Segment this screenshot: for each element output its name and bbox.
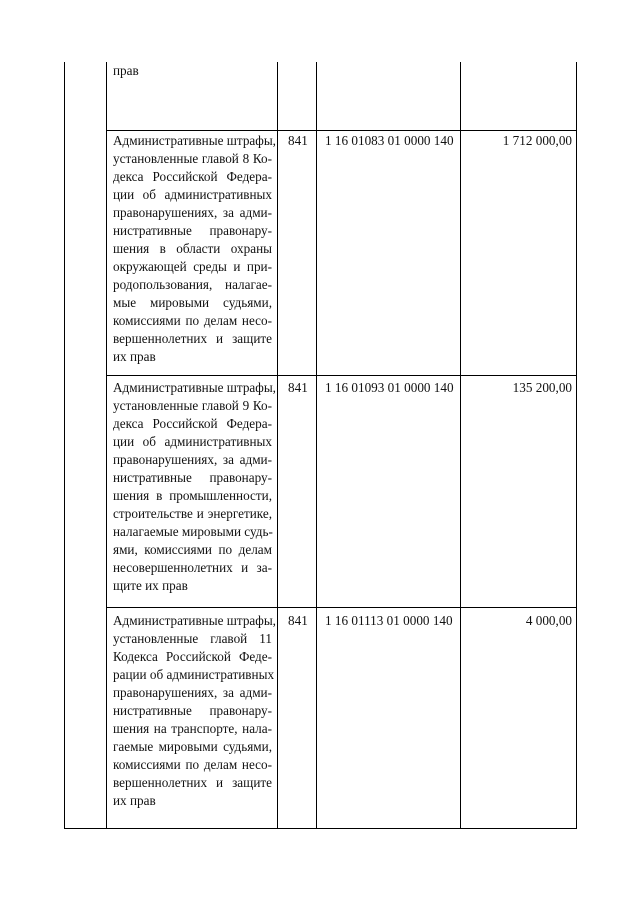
description-line: окружающей среды и при- (113, 259, 272, 274)
description-line: ями, комиссиями по делам (113, 542, 272, 557)
description-line: нистративные правонару- (113, 470, 272, 485)
row-3-budget-code: 1 16 01113 01 0000 140 (325, 613, 453, 628)
description-line: шения в промышленности, (113, 488, 272, 503)
description-line: несовершеннолетних и за- (113, 560, 272, 575)
column-divider-3 (316, 62, 317, 829)
row-2-amount: 135 200,00 (512, 380, 572, 395)
description-line: шения на транспорте, нала- (113, 721, 272, 736)
description-line: щите их прав (113, 578, 188, 593)
column-divider-0 (64, 62, 65, 829)
description-line: налагаемые мировыми судь- (113, 524, 273, 539)
description-line: шения в области охраны (113, 241, 272, 256)
row-divider-4 (64, 828, 576, 829)
row-1-description (113, 132, 276, 366)
description-line: декса Российской Федера- (113, 169, 272, 184)
description-line: нистративные правонару- (113, 223, 272, 238)
description-line: вершеннолетних и защите (113, 331, 272, 346)
description-line: Административные штрафы, (113, 380, 276, 395)
description-line: нистративные правонару- (113, 703, 272, 718)
description-line: родопользования, налагае- (113, 277, 272, 292)
description-line: правонарушениях, за адми- (113, 452, 272, 467)
row-1-budget-code: 1 16 01083 01 0000 140 (325, 133, 454, 148)
description-line: вершеннолетних и защите (113, 775, 272, 790)
description-line: Административные штрафы, (113, 613, 276, 628)
description-line: комиссиями по делам несо- (113, 757, 272, 772)
description-line: строительстве и энергетике, (113, 506, 272, 521)
row-3-description (113, 612, 276, 810)
description-line: Кодекса Российской Федe- (113, 649, 272, 664)
description-line: мые мировыми судьями, (113, 295, 272, 310)
column-divider-5 (576, 62, 577, 829)
description-line: гаемые мировыми судьями, (113, 739, 272, 754)
description-line: их прав (113, 349, 156, 364)
description-line: установленные главой 11 (113, 631, 272, 646)
continuation-text: прав (113, 63, 139, 78)
row-3-amount: 4 000,00 (525, 613, 572, 628)
row-2-admin-code: 841 (288, 380, 308, 395)
description-line: правонарушениях, за адми- (113, 205, 272, 220)
description-line: рации об административных (113, 667, 275, 682)
column-divider-4 (460, 62, 461, 829)
row-3-admin-code: 841 (288, 613, 308, 628)
description-line: их прав (113, 793, 156, 808)
description-line: комиссиями по делам несо- (113, 313, 272, 328)
description-line: Административные штрафы, (113, 133, 276, 148)
row-divider-3 (106, 607, 576, 608)
row-divider-2 (106, 375, 576, 376)
row-1-amount: 1 712 000,00 (502, 133, 572, 148)
description-line: декса Российской Федера- (113, 416, 272, 431)
row-2-budget-code: 1 16 01093 01 0000 140 (325, 380, 454, 395)
description-line: ции об административных (113, 434, 272, 449)
row-2-description (113, 379, 276, 595)
column-divider-2 (277, 62, 278, 829)
row-1-admin-code: 841 (288, 133, 308, 148)
description-line: установленные главой 8 Ко- (113, 151, 272, 166)
description-line: правонарушениях, за адми- (113, 685, 272, 700)
description-line: установленные главой 9 Ко- (113, 398, 272, 413)
column-divider-1 (106, 62, 107, 829)
description-line: ции об административных (113, 187, 272, 202)
row-divider-1 (106, 130, 576, 131)
